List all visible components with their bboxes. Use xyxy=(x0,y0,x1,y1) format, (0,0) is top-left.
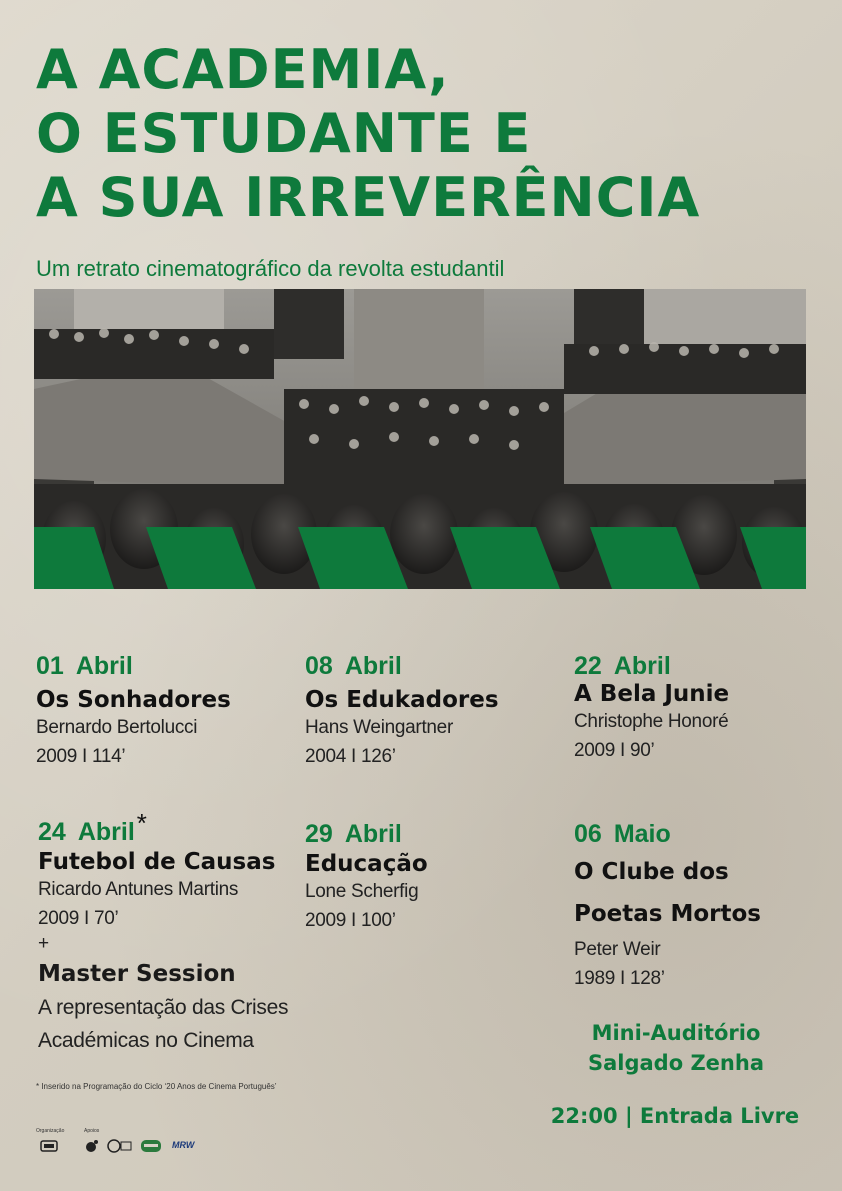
film-title: Futebol de Causas xyxy=(38,849,276,875)
event-date xyxy=(574,652,834,681)
event-date xyxy=(36,652,296,681)
event-day: 08 xyxy=(305,652,333,680)
asterisk-mark: * xyxy=(136,808,147,838)
poster-title xyxy=(36,38,700,230)
film-details: 2009 I 70’ xyxy=(38,908,119,929)
event-date xyxy=(305,820,565,849)
film-title: Os Sonhadores xyxy=(36,687,231,713)
event-day: 29 xyxy=(305,820,333,848)
master-session-description xyxy=(38,991,328,1057)
organizer-logo-icon xyxy=(40,1140,58,1152)
film-details: 2009 I 100’ xyxy=(305,910,396,931)
event-month: Abril xyxy=(77,818,135,846)
film-title: A Bela Junie xyxy=(574,681,730,707)
event-month: Maio xyxy=(613,820,671,848)
organizer-label: Organização xyxy=(36,1128,65,1134)
title-line-1: A ACADEMIA, xyxy=(36,38,450,101)
event-day: 06 xyxy=(574,820,602,848)
event-day: 24 xyxy=(38,818,66,846)
event-day: 01 xyxy=(36,652,64,680)
event-date xyxy=(574,820,834,849)
film-director: Bernardo Bertolucci xyxy=(36,717,198,738)
event-month: Abril xyxy=(613,652,671,680)
venue-line-2: Salgado Zenha xyxy=(587,1051,764,1075)
crowd-photo xyxy=(34,289,806,589)
sponsor-logos xyxy=(36,1128,226,1158)
event-date xyxy=(305,652,565,681)
title-line-3: A SUA IRREVERÊNCIA xyxy=(36,166,701,229)
support-logo-2-icon xyxy=(106,1138,132,1154)
event-08-abril xyxy=(305,652,565,771)
plus-sign: + xyxy=(38,933,50,954)
event-01-abril xyxy=(36,652,296,771)
film-director: Christophe Honoré xyxy=(574,711,729,732)
crowd-photo-illustration xyxy=(34,289,806,589)
film-director: Ricardo Antunes Martins xyxy=(38,879,239,900)
event-06-maio xyxy=(574,820,834,993)
title-line-2: O ESTUDANTE E xyxy=(36,102,532,165)
support-label: Apoios xyxy=(84,1128,100,1134)
event-24-abril xyxy=(38,808,328,1057)
venue-line-1: Mini-Auditório xyxy=(591,1021,761,1045)
film-title-line-1: O Clube dos xyxy=(574,859,729,885)
footnote: * Inserido na Programação do Ciclo ‘20 Anos de Cinema Português’ xyxy=(36,1082,277,1091)
support-logo-1-icon xyxy=(84,1138,100,1154)
venue xyxy=(560,1018,792,1078)
film-title: Educação xyxy=(305,851,428,877)
film-title-line-2: Poetas Mortos xyxy=(574,901,761,927)
film-title: Os Edukadores xyxy=(305,687,499,713)
event-month: Abril xyxy=(75,652,133,680)
film-details: 2009 I 114’ xyxy=(36,746,126,767)
event-month: Abril xyxy=(344,820,402,848)
time-and-entry: 22:00 | Entrada Livre xyxy=(550,1104,800,1128)
film-details: 2009 I 90’ xyxy=(574,740,655,761)
film-title xyxy=(574,851,834,935)
event-22-abril xyxy=(574,652,834,765)
master-session-line-1: A representação das Crises xyxy=(38,996,289,1019)
support-logo-3-icon xyxy=(140,1138,162,1154)
event-month: Abril xyxy=(344,652,402,680)
mrw-logo: MRW xyxy=(172,1140,195,1150)
film-director: Hans Weingartner xyxy=(305,717,453,738)
event-date xyxy=(38,808,328,847)
film-director: Peter Weir xyxy=(574,939,661,960)
poster-subtitle: Um retrato cinematográfico da revolta estudantil xyxy=(36,256,505,281)
master-session-line-2: Académicas no Cinema xyxy=(38,1029,254,1052)
master-session-title: Master Session xyxy=(38,961,236,987)
film-details: 1989 I 128’ xyxy=(574,968,665,989)
film-details: 2004 I 126’ xyxy=(305,746,396,767)
event-29-abril xyxy=(305,820,565,935)
film-director: Lone Scherfig xyxy=(305,881,419,902)
event-day: 22 xyxy=(574,652,602,680)
